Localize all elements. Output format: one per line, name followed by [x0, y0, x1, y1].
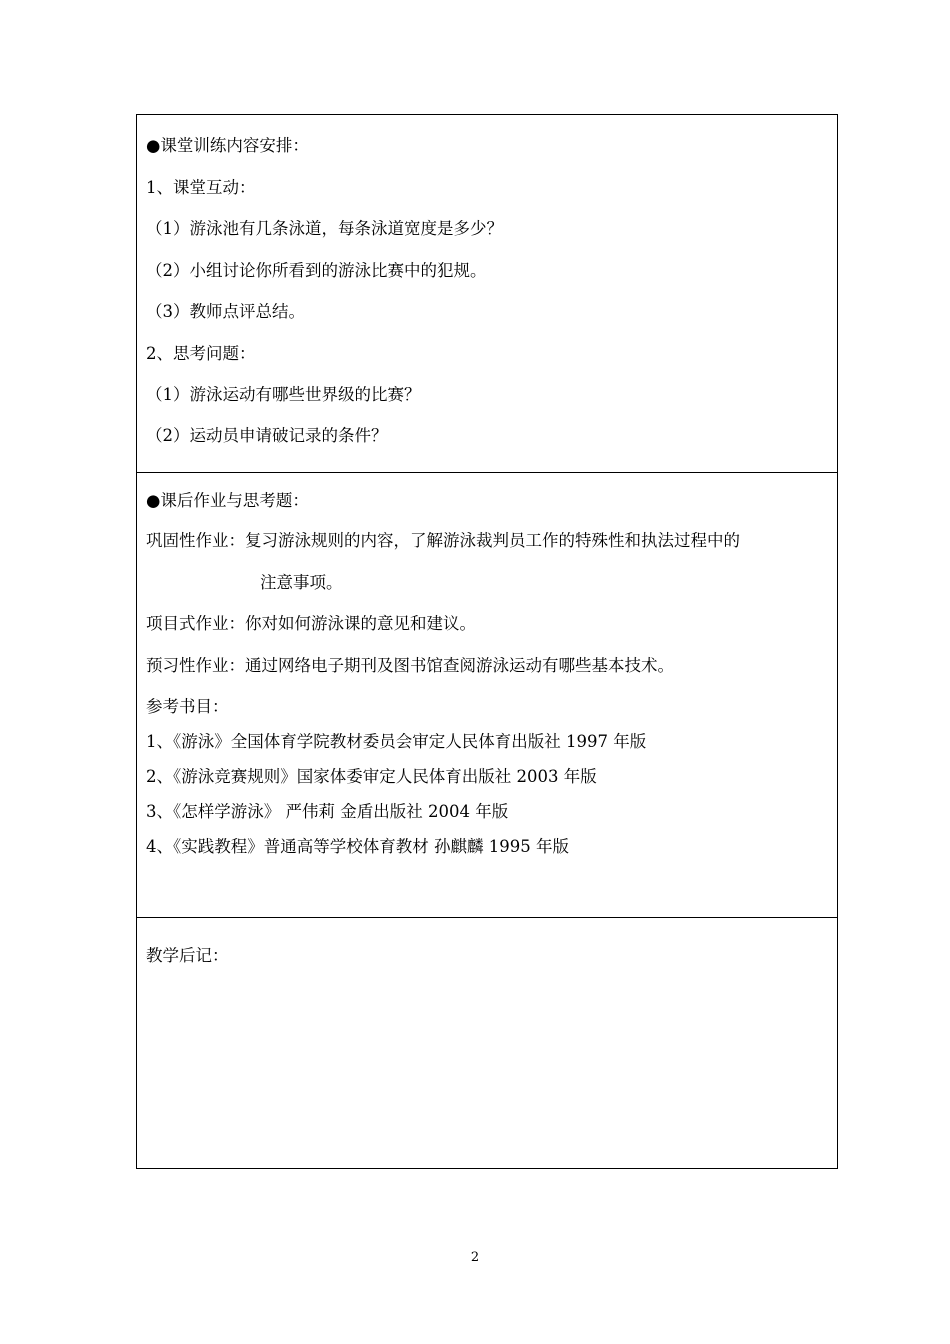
- references-heading: 参考书目：: [146, 697, 229, 716]
- list-item: 1、课堂互动：: [146, 178, 256, 197]
- list-item: （1）游泳池有几条泳道，每条泳道宽度是多少？: [146, 219, 503, 238]
- list-item: （2）小组讨论你所看到的游泳比赛中的犯规。: [146, 261, 487, 280]
- list-item: 2、思考问题：: [146, 344, 256, 363]
- reference-item: 4、《实践教程》普通高等学校体育教材 孙麒麟 1995 年版: [146, 837, 569, 856]
- section-heading-classroom-training: ●课堂训练内容安排：: [146, 136, 309, 155]
- reference-item: 2、《游泳竞赛规则》国家体委审定人民体育出版社 2003 年版: [146, 767, 597, 786]
- homework-consolidation-continued: 注意事项。: [260, 573, 343, 592]
- homework-consolidation: 巩固性作业：复习游泳规则的内容，了解游泳裁判员工作的特殊性和执法过程中的: [146, 531, 740, 550]
- section-heading-homework: ●课后作业与思考题：: [146, 491, 309, 510]
- homework-project: 项目式作业：你对如何游泳课的意见和建议。: [146, 614, 476, 633]
- page-number: 2: [470, 1250, 480, 1265]
- teaching-reflection-cell: [136, 917, 838, 1169]
- list-item: （1）游泳运动有哪些世界级的比赛？: [146, 385, 421, 404]
- reference-item: 3、《怎样学游泳》 严伟莉 金盾出版社 2004 年版: [146, 802, 509, 821]
- homework-cell: [136, 472, 838, 918]
- list-item: （3）教师点评总结。: [146, 302, 305, 321]
- section-heading-teaching-reflection: 教学后记：: [146, 946, 229, 965]
- classroom-training-cell: [136, 114, 838, 473]
- reference-item: 1、《游泳》全国体育学院教材委员会审定人民体育出版社 1997 年版: [146, 732, 647, 751]
- list-item: （2）运动员申请破记录的条件？: [146, 426, 388, 445]
- homework-preview: 预习性作业：通过网络电子期刊及图书馆查阅游泳运动有哪些基本技术。: [146, 656, 674, 675]
